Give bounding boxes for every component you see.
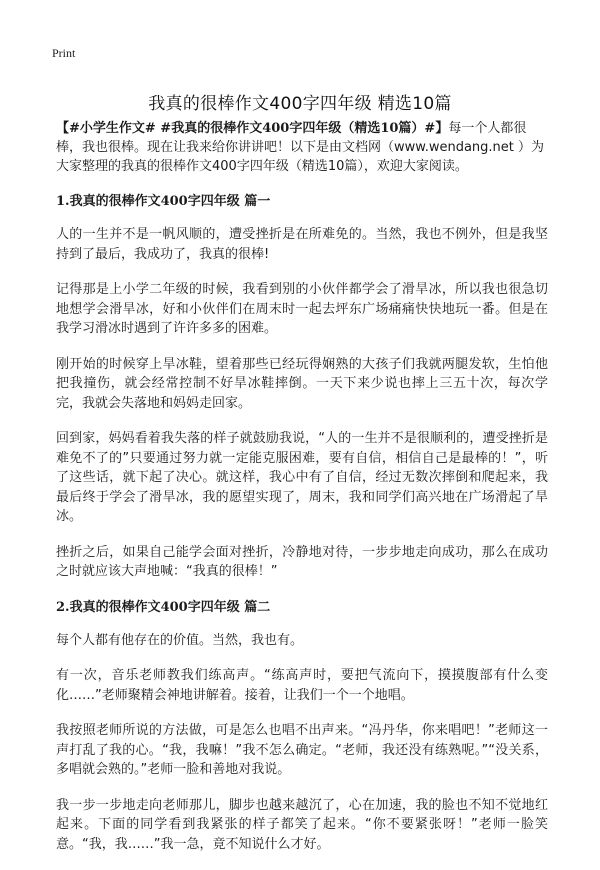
paragraph: 挫折之后，如果自己能学会面对挫折，冷静地对待，一步步地走向成功，那么在成功之时就应该大声地喊：“我真的很棒！” — [56, 544, 548, 579]
paragraph: 我按照老师所说的方法做，可是怎么也唱不出声来。“冯丹华，你来唱吧！”老师这一声打乱了我的心。“我，我嘛！”我不怎么确定。“老师，我还没有练熟呢。”“没关系，多唱就会熟的。”老师一脸和善地对我说。 — [56, 723, 548, 777]
intro-paragraph — [56, 119, 548, 176]
paragraph: 有一次，音乐老师教我们练高声。“练高声时，要把气流向下，摸摸腹部有什么变化……”老师聚精会神地讲解着。接着，让我们一个一个地唱。 — [56, 668, 548, 703]
paragraph: 我一步一步地走向老师那儿，脚步也越来越沉了，心在加速，我的脸也不知不觉地红起来。下面的同学看到我紧张的样子都笑了起来。“你不要紧张呀！”老师一脸笑意。“我，我……”我一急，竟不知说什么才好。 — [56, 797, 548, 852]
paragraph: 记得那是上小学二年级的时候，我看到别的小伙伴都学会了滑旱冰，所以我也很急切地想学会滑旱冰，好和小伙伴们在周末时一起去坪东广场痛痛快快地玩一番。但是在我学习滑冰时遇到了许许多多的困难。 — [56, 282, 548, 336]
document-title: 我真的很棒作文400字四年级 精选10篇 — [148, 94, 452, 115]
paragraph: 刚开始的时候穿上旱冰鞋，望着那些已经玩得娴熟的大孩子们我就两腿发软，生怕他把我撞伤，就会经常控制不好旱冰鞋摔倒。一天下来少说也摔上三五十次，每次学完，我就会失落地和妈妈走回家。 — [56, 356, 548, 411]
intro-text: 每一个人都很棒，我也很棒。现在让我来给你讲讲吧！以下是由文档网（www.wendang.net ）为大家整理的我真的很棒作文400字四年级（精选10篇），欢迎大家阅读。 — [56, 121, 545, 174]
section-heading: 2.我真的很棒作文400字四年级 篇二 — [56, 599, 271, 615]
paragraph: 回到家，妈妈看着我失落的样子就鼓励我说，“人的一生并不是很顺利的，遭受挫折是难免不了的”只要通过努力就一定能克服困难，要有自信，相信自己是最棒的！”，听了这些话，就下起了决心。就这样，我心中有了自信，经过无数次摔倒和爬起来，我最后终于学会了滑旱冰，我的愿望实现了，周末，我和同学们高兴地在广场滑起了旱冰。 — [56, 431, 548, 524]
print-label: Print — [52, 46, 76, 60]
intro-tags: 【#小学生作文# #我真的很棒作文400字四年级（精选10篇）#】 — [56, 121, 449, 136]
paragraph: 每个人都有他存在的价值。当然，我也有。 — [56, 632, 304, 648]
document-body — [56, 119, 548, 870]
paragraph: 人的一生并不是一帆风顺的，遭受挫折是在所难免的。当然，我也不例外，但是我坚持到了最后，我成功了，我真的很棒! — [56, 227, 548, 262]
section-heading: 1.我真的很棒作文400字四年级 篇一 — [56, 194, 271, 209]
